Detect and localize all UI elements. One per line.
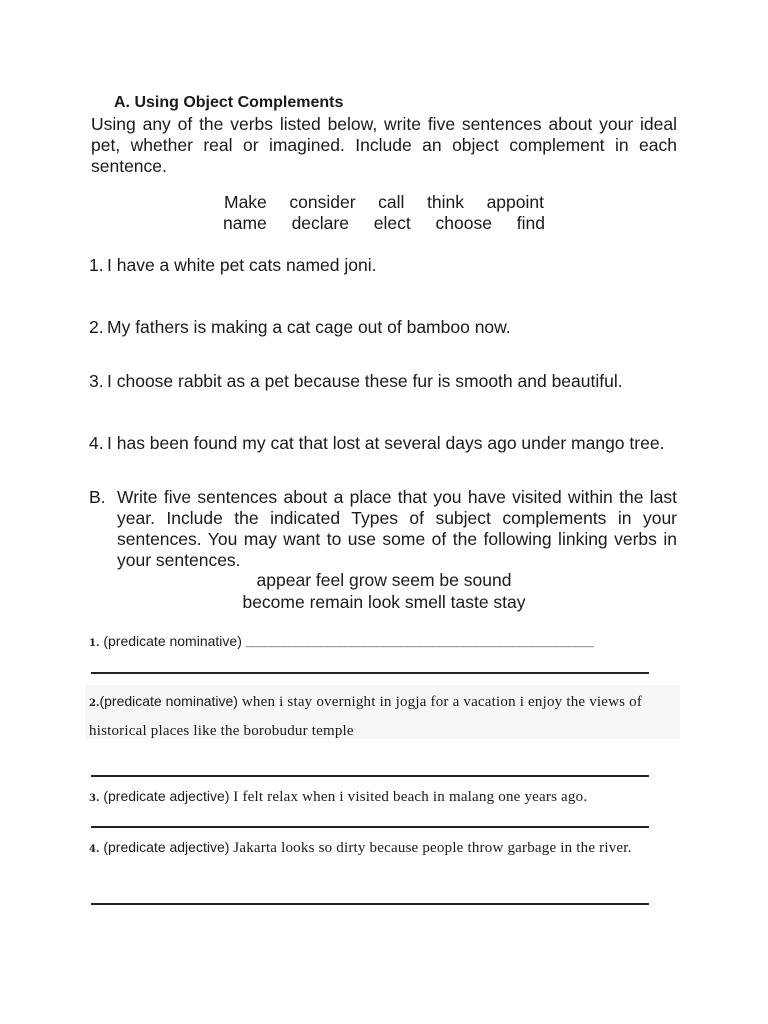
section-b-instructions-block xyxy=(89,487,677,571)
sentence-2 xyxy=(89,317,511,338)
sentence-number: 2. xyxy=(89,317,104,337)
answer-blank-dashes: ________________________________________________________ xyxy=(245,636,594,650)
sentence-number: 1. xyxy=(89,255,104,275)
item-number: 2. xyxy=(89,698,100,709)
item-number: 4. xyxy=(89,844,100,855)
verb: find xyxy=(516,213,545,233)
verb-list-row-1 xyxy=(224,192,544,213)
sentence-3 xyxy=(89,371,623,392)
sentence-text: My fathers is making a cat cage out of bamboo now. xyxy=(107,317,511,337)
verb: declare xyxy=(291,213,349,233)
verb: name xyxy=(223,213,267,233)
item-number: 3. xyxy=(89,793,100,804)
item-label: (predicate adjective) xyxy=(103,839,230,855)
sentence-number: 4. xyxy=(89,433,104,453)
section-a-heading: A. Using Object Complements xyxy=(114,94,344,111)
answer-line xyxy=(91,903,649,905)
sentence-4 xyxy=(89,433,664,454)
answer-line xyxy=(91,775,649,777)
sentence-text: I has been found my cat that lost at several days ago under mango tree. xyxy=(107,433,665,453)
sentence-1 xyxy=(89,255,376,276)
linking-verbs-row-2: become remain look smell taste stay xyxy=(242,592,526,612)
answer-line xyxy=(91,672,649,674)
item-answer: Jakarta looks so dirty because people throw garbage in the river. xyxy=(233,840,632,856)
section-a-instructions: Using any of the verbs listed below, write five sentences about your ideal pet, whether real or imagined. Include an object complement in each sentence. xyxy=(91,114,677,176)
verb: call xyxy=(378,192,405,212)
item-label: (predicate nominative) xyxy=(103,633,242,649)
item-4 xyxy=(89,834,679,863)
item-label: (predicate nominative) xyxy=(99,693,238,709)
verb-list-row-2 xyxy=(223,213,545,234)
item-answer: I felt relax when i visited beach in malang one years ago. xyxy=(233,789,588,805)
section-b-instructions: Write five sentences about a place that you have visited within the last year. Include the indicated Types of subject complements in your sentences. You may want to use some of the following linking verbs in your sentences. xyxy=(117,487,677,570)
item-2 xyxy=(89,688,679,745)
linking-verbs-row-1: appear feel grow seem be sound xyxy=(256,570,512,590)
sentence-text: I have a white pet cats named joni. xyxy=(107,255,377,275)
verb: elect xyxy=(373,213,411,233)
verb: Make xyxy=(224,192,267,212)
item-label: (predicate adjective) xyxy=(103,788,230,804)
sentence-text: I choose rabbit as a pet because these fur is smooth and beautiful. xyxy=(107,371,623,391)
sentence-number: 3. xyxy=(89,371,104,391)
verb: choose xyxy=(435,213,492,233)
answer-line xyxy=(91,826,649,828)
verb: appoint xyxy=(486,192,544,212)
item-3 xyxy=(89,788,679,806)
section-b-letter: B. xyxy=(89,487,106,507)
verb: consider xyxy=(289,192,356,212)
verb: think xyxy=(427,192,464,212)
item-1 xyxy=(89,633,679,650)
item-answer: when i stay overnight in jogja for a vacation i enjoy the views of historical places like the borobudur temple xyxy=(89,694,643,739)
item-number: 1. xyxy=(89,638,100,649)
